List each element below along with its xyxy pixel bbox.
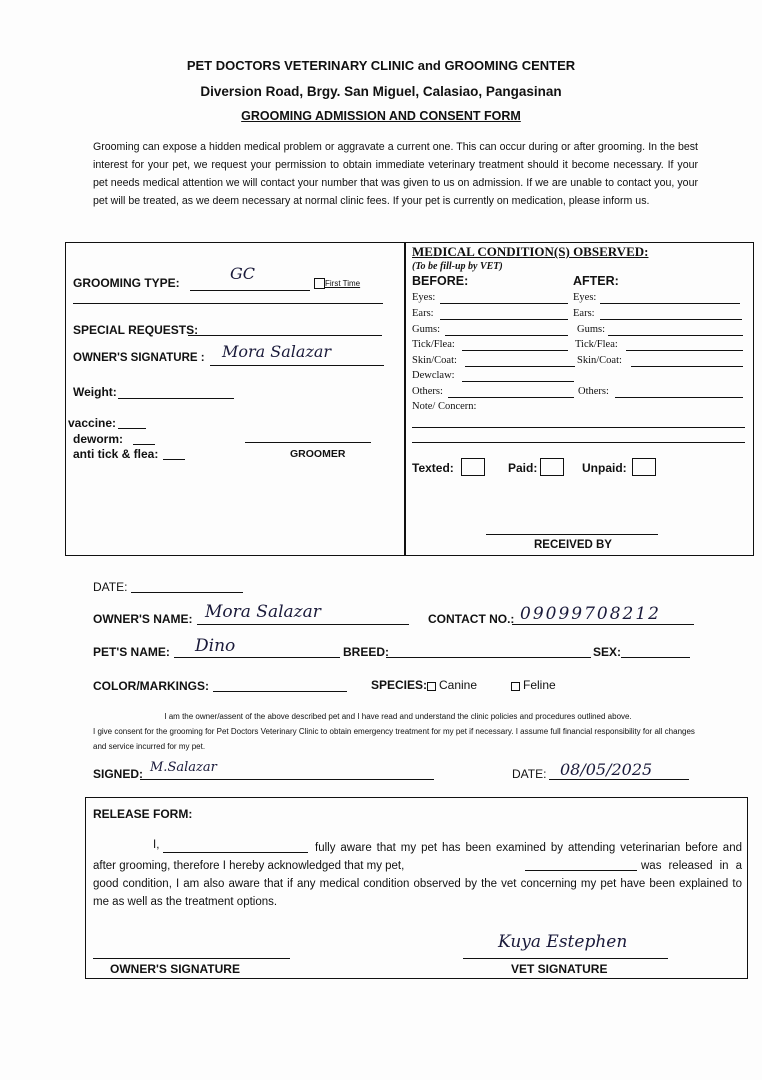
pet-name-line	[174, 657, 340, 658]
grooming-type-line	[190, 290, 310, 291]
received-by-label: RECEIVED BY	[534, 539, 612, 551]
before-others-line[interactable]	[448, 397, 574, 398]
before-eyes-label: Eyes:	[412, 292, 436, 303]
before-dewclaw-label: Dewclaw:	[412, 370, 455, 381]
before-skincoat-label: Skin/Coat:	[412, 355, 457, 366]
before-ears-line[interactable]	[440, 319, 568, 320]
clinic-address: Diversion Road, Brgy. San Miguel, Calasiao, Pangasinan	[200, 84, 562, 99]
canine-label: Canine	[439, 678, 478, 692]
medical-title: MEDICAL CONDITION(S) OBSERVED:	[412, 244, 649, 259]
form-title: GROOMING ADMISSION AND CONSENT FORM	[241, 109, 521, 123]
sex-line[interactable]	[621, 657, 690, 658]
after-tickflea-label: Tick/Flea:	[575, 339, 618, 350]
species-label: SPECIES:	[371, 678, 428, 692]
after-ears-label: Ears:	[573, 308, 595, 319]
before-gums-line[interactable]	[445, 335, 568, 336]
signed-line	[140, 779, 434, 780]
date-label: DATE:	[93, 580, 128, 594]
after-tickflea-line[interactable]	[626, 350, 743, 351]
before-eyes-line[interactable]	[440, 303, 568, 304]
color-markings-label: COLOR/MARKINGS:	[93, 679, 209, 693]
after-skincoat-line[interactable]	[631, 366, 743, 367]
before-tickflea-line[interactable]	[462, 350, 568, 351]
special-requests-label: SPECIAL REQUESTS:	[73, 323, 199, 337]
signed-value[interactable]: M.Salazar	[150, 760, 217, 775]
intro-paragraph: Grooming can expose a hidden medical problem or aggravate a current one. This can occur during or after grooming. In the best interest for your pet, we request your permission to obtain immediate veterinary treatment should it become necessary. If your pet needs medical attention we will contact your number that was given to us on admission. If we are unable to contact you, your pet will be treated, as we deem necessary at normal clinic fees. If your pet is currently on medication, please inform us.	[93, 141, 698, 207]
owner-name-line	[197, 624, 409, 625]
groomer-label: GROOMER	[290, 448, 346, 460]
antitick-label: anti tick & flea:	[73, 447, 159, 461]
note-line-1[interactable]	[412, 427, 745, 428]
release-text-b: was released in a good condition, I am also aware that if any medical condition observed by the vet concerning my pet have been explained to me as well as the treatment options.	[93, 860, 742, 908]
release-title: RELEASE FORM:	[93, 807, 193, 821]
owner-signature-value[interactable]: Mora Salazar	[222, 342, 332, 361]
breed-line[interactable]	[386, 657, 591, 658]
after-others-line[interactable]	[615, 397, 743, 398]
pet-name-value[interactable]: Dino	[195, 636, 236, 656]
consent-line-2: I give consent for the grooming for Pet Doctors Veterinary Clinic to obtain emergency treatment for my pet if necessary. I assume full financial responsibility for all changes and service incurred for my pet.	[93, 727, 695, 751]
after-gums-line[interactable]	[608, 335, 743, 336]
first-time-label: First Time	[325, 279, 361, 288]
contact-label: CONTACT NO.:	[428, 612, 515, 626]
breed-label: BREED:	[343, 645, 390, 659]
before-ears-label: Ears:	[412, 308, 434, 319]
paid-label: Paid:	[508, 461, 538, 475]
canine-checkbox[interactable]	[427, 682, 436, 691]
after-eyes-label: Eyes:	[573, 292, 597, 303]
owner-signature-label: OWNER'S SIGNATURE :	[73, 352, 205, 364]
release-text-a: fully aware that my pet has been examined by attending veterinarian before and after grooming, therefore I hereby acknowledged that my pet,	[93, 842, 742, 872]
vaccine-line[interactable]	[118, 428, 146, 429]
consent-date-label: DATE:	[512, 767, 547, 781]
texted-checkbox[interactable]	[461, 458, 485, 476]
release-owner-signature-line[interactable]	[93, 958, 290, 959]
contact-value[interactable]: 09099708212	[520, 604, 661, 624]
grooming-extra-line	[73, 303, 383, 304]
special-requests-line[interactable]	[188, 335, 382, 336]
vet-signature-line	[463, 958, 668, 959]
after-others-label: Others:	[578, 386, 609, 397]
vet-signature-label: VET SIGNATURE	[511, 962, 608, 976]
after-gums-label: Gums:	[577, 324, 606, 335]
unpaid-label: Unpaid:	[582, 461, 627, 475]
owner-name-value[interactable]: Mora Salazar	[205, 602, 321, 622]
note-label: Note/ Concern:	[412, 401, 477, 412]
pet-name-label: PET'S NAME:	[93, 645, 170, 659]
panel-divider	[404, 242, 406, 556]
weight-label: Weight:	[73, 385, 117, 399]
date-line[interactable]	[131, 592, 243, 593]
vet-signature-value[interactable]: Kuya Estephen	[498, 932, 628, 952]
owner-name-label: OWNER'S NAME:	[93, 612, 193, 626]
antitick-line[interactable]	[163, 459, 185, 460]
release-i-label: I,	[153, 839, 160, 851]
note-line-2[interactable]	[412, 442, 745, 443]
groomer-line[interactable]	[245, 442, 371, 443]
consent-date-line	[549, 779, 689, 780]
owner-signature-line	[210, 365, 384, 366]
paid-checkbox[interactable]	[540, 458, 564, 476]
contact-line	[512, 624, 694, 625]
before-tickflea-label: Tick/Flea:	[412, 339, 455, 350]
grooming-type-value[interactable]: GC	[230, 264, 256, 283]
consent-date-value[interactable]: 08/05/2025	[560, 760, 653, 779]
feline-checkbox[interactable]	[511, 682, 520, 691]
after-label: AFTER:	[573, 274, 619, 288]
vaccine-label: vaccine:	[68, 416, 117, 430]
before-skincoat-line[interactable]	[465, 366, 575, 367]
first-time-checkbox[interactable]	[314, 278, 325, 289]
deworm-label: deworm:	[73, 432, 124, 446]
feline-label: Feline	[523, 678, 556, 692]
before-label: BEFORE:	[412, 274, 469, 288]
sex-label: SEX:	[593, 645, 622, 659]
signed-label: SIGNED:	[93, 767, 144, 781]
received-by-line[interactable]	[486, 534, 658, 535]
consent-line-1: I am the owner/assent of the above described pet and I have read and understand the clinic policies and procedures outlined above.	[164, 712, 632, 721]
before-dewclaw-line[interactable]	[462, 381, 574, 382]
unpaid-checkbox[interactable]	[632, 458, 656, 476]
texted-label: Texted:	[412, 461, 454, 475]
after-skincoat-label: Skin/Coat:	[577, 355, 622, 366]
clinic-name: PET DOCTORS VETERINARY CLINIC and GROOMING CENTER	[186, 58, 576, 73]
after-eyes-line[interactable]	[600, 303, 740, 304]
grooming-type-label: GROOMING TYPE:	[73, 276, 180, 290]
before-others-label: Others:	[412, 386, 443, 397]
after-ears-line[interactable]	[600, 319, 742, 320]
medical-subtitle: (To be fill-up by VET)	[412, 261, 503, 272]
color-markings-line[interactable]	[213, 691, 347, 692]
release-owner-signature-label: OWNER'S SIGNATURE	[110, 962, 240, 976]
deworm-line[interactable]	[133, 444, 155, 445]
weight-line[interactable]	[118, 398, 234, 399]
before-gums-label: Gums:	[412, 324, 441, 335]
